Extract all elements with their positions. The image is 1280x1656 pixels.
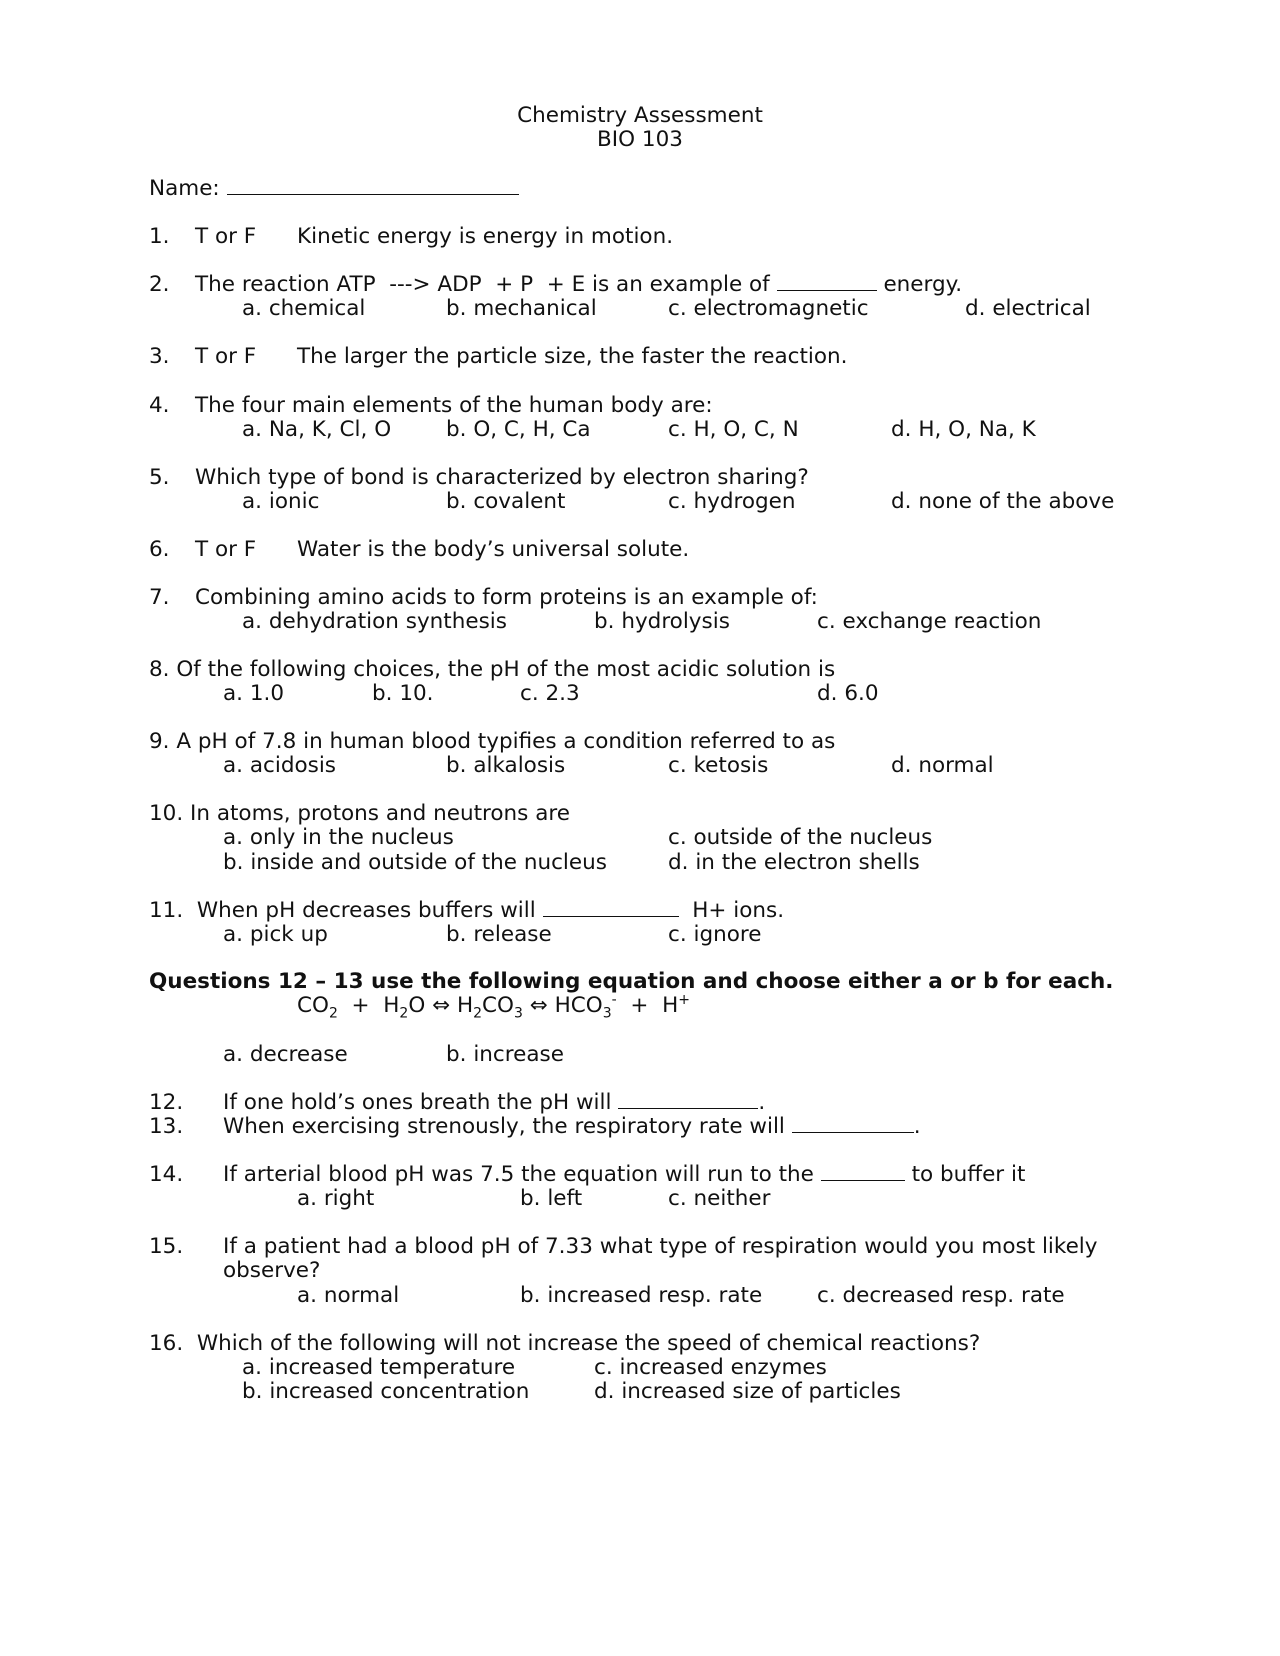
- q13-blank: [792, 1114, 914, 1133]
- q15-option-c: c. decreased resp. rate: [817, 1283, 1065, 1308]
- q1-true-false: T or F: [195, 224, 257, 249]
- q2-option-c: c. electromagnetic: [668, 296, 869, 321]
- q4-option-b: b. O, C, H, Ca: [446, 417, 591, 442]
- q1-text: Kinetic energy is energy in motion.: [297, 224, 674, 249]
- section-option-b: b. increase: [446, 1042, 564, 1067]
- q16-option-c: c. increased enzymes: [594, 1355, 827, 1380]
- q10-option-c: c. outside of the nucleus: [668, 825, 933, 850]
- q14-option-c: c. neither: [668, 1186, 771, 1211]
- q9-text: 9. A pH of 7.8 in human blood typifies a condition referred to as: [149, 729, 836, 754]
- q15-text-line2: observe?: [223, 1258, 321, 1283]
- q15-option-a: a. normal: [297, 1283, 400, 1308]
- q9-option-b: b. alkalosis: [446, 753, 566, 778]
- q2-number: 2.: [149, 272, 170, 297]
- q8-option-b: b. 10.: [372, 681, 434, 706]
- q2-option-a: a. chemical: [242, 296, 366, 321]
- q2-text: The reaction ATP ---> ADP + P + E is an example of energy.: [195, 272, 963, 297]
- q8-option-c: c. 2.3: [520, 681, 580, 706]
- q4-text: The four main elements of the human body are:: [195, 393, 713, 418]
- q10-option-a: a. only in the nucleus: [223, 825, 454, 850]
- q2-option-d: d. electrical: [965, 296, 1091, 321]
- q14-option-a: a. right: [297, 1186, 375, 1211]
- q14-option-b: b. left: [520, 1186, 583, 1211]
- q11-option-c: c. ignore: [668, 922, 762, 947]
- q11-text: 11. When pH decreases buffers will H+ ions.: [149, 898, 785, 923]
- q5-option-d: d. none of the above: [891, 489, 1115, 514]
- q16-option-a: a. increased temperature: [242, 1355, 516, 1380]
- q9-option-c: c. ketosis: [668, 753, 769, 778]
- q3-text: The larger the particle size, the faster the reaction.: [297, 344, 848, 369]
- section-option-a: a. decrease: [223, 1042, 348, 1067]
- q7-number: 7.: [149, 585, 170, 610]
- q6-number: 6.: [149, 537, 170, 562]
- q12-text: If one hold’s ones breath the pH will .: [223, 1090, 766, 1115]
- q7-option-c: c. exchange reaction: [817, 609, 1042, 634]
- q9-option-d: d. normal: [891, 753, 994, 778]
- name-label: Name:: [149, 176, 519, 202]
- q5-option-c: c. hydrogen: [668, 489, 796, 514]
- name-blank[interactable]: [227, 176, 519, 195]
- q2-option-b: b. mechanical: [446, 296, 597, 321]
- section-heading: Questions 12 – 13 use the following equation and choose either a or b for each.: [149, 969, 1114, 994]
- q15-text-line1: If a patient had a blood pH of 7.33 what type of respiration would you most likely: [223, 1234, 1098, 1259]
- chemical-equation: $CO_2 + H_2O$ ⇔ $H_2CO_3$ ⇔ $HCO_3^- + H^+$: [297, 991, 690, 1022]
- q11-blank: [543, 898, 679, 917]
- q3-true-false: T or F: [195, 344, 257, 369]
- q6-text: Water is the body’s universal solute.: [297, 537, 690, 562]
- q11-option-b: b. release: [446, 922, 552, 947]
- document-title: Chemistry Assessment: [517, 103, 763, 128]
- q13-text: When exercising strenously, the respiratory rate will .: [223, 1114, 921, 1139]
- q2-blank: [777, 272, 877, 291]
- q5-text: Which type of bond is characterized by electron sharing?: [195, 465, 809, 490]
- q5-option-a: a. ionic: [242, 489, 320, 514]
- equilibrium-arrow-icon: ⇔: [529, 993, 548, 1018]
- q16-option-d: d. increased size of particles: [594, 1379, 901, 1404]
- q5-number: 5.: [149, 465, 170, 490]
- equilibrium-arrow-icon: ⇔: [432, 993, 451, 1018]
- q15-number: 15.: [149, 1234, 184, 1259]
- q16-text: 16. Which of the following will not increase the speed of chemical reactions?: [149, 1331, 981, 1356]
- q7-text: Combining amino acids to form proteins is an example of:: [195, 585, 818, 610]
- q8-option-a: a. 1.0: [223, 681, 285, 706]
- q13-number: 13.: [149, 1114, 184, 1139]
- q12-number: 12.: [149, 1090, 184, 1115]
- q8-text: 8. Of the following choices, the pH of the most acidic solution is: [149, 657, 836, 682]
- q9-option-a: a. acidosis: [223, 753, 336, 778]
- q16-option-b: b. increased concentration: [242, 1379, 530, 1404]
- q5-option-b: b. covalent: [446, 489, 566, 514]
- q12-blank: [618, 1090, 758, 1109]
- q6-true-false: T or F: [195, 537, 257, 562]
- q7-option-a: a. dehydration synthesis: [242, 609, 507, 634]
- q14-number: 14.: [149, 1162, 184, 1187]
- q1-number: 1.: [149, 224, 170, 249]
- q8-option-d: d. 6.0: [817, 681, 879, 706]
- q4-number: 4.: [149, 393, 170, 418]
- q10-option-b: b. inside and outside of the nucleus: [223, 850, 607, 875]
- q4-option-a: a. Na, K, Cl, O: [242, 417, 392, 442]
- q4-option-c: c. H, O, C, N: [668, 417, 799, 442]
- q10-option-d: d. in the electron shells: [668, 850, 920, 875]
- q4-option-d: d. H, O, Na, K: [891, 417, 1036, 442]
- q10-text: 10. In atoms, protons and neutrons are: [149, 801, 570, 826]
- q15-option-b: b. increased resp. rate: [520, 1283, 763, 1308]
- q7-option-b: b. hydrolysis: [594, 609, 730, 634]
- q14-text: If arterial blood pH was 7.5 the equation will run to the to buffer it: [223, 1162, 1026, 1187]
- q11-option-a: a. pick up: [223, 922, 328, 947]
- course-code: BIO 103: [597, 127, 683, 152]
- q3-number: 3.: [149, 344, 170, 369]
- q14-blank: [821, 1162, 905, 1181]
